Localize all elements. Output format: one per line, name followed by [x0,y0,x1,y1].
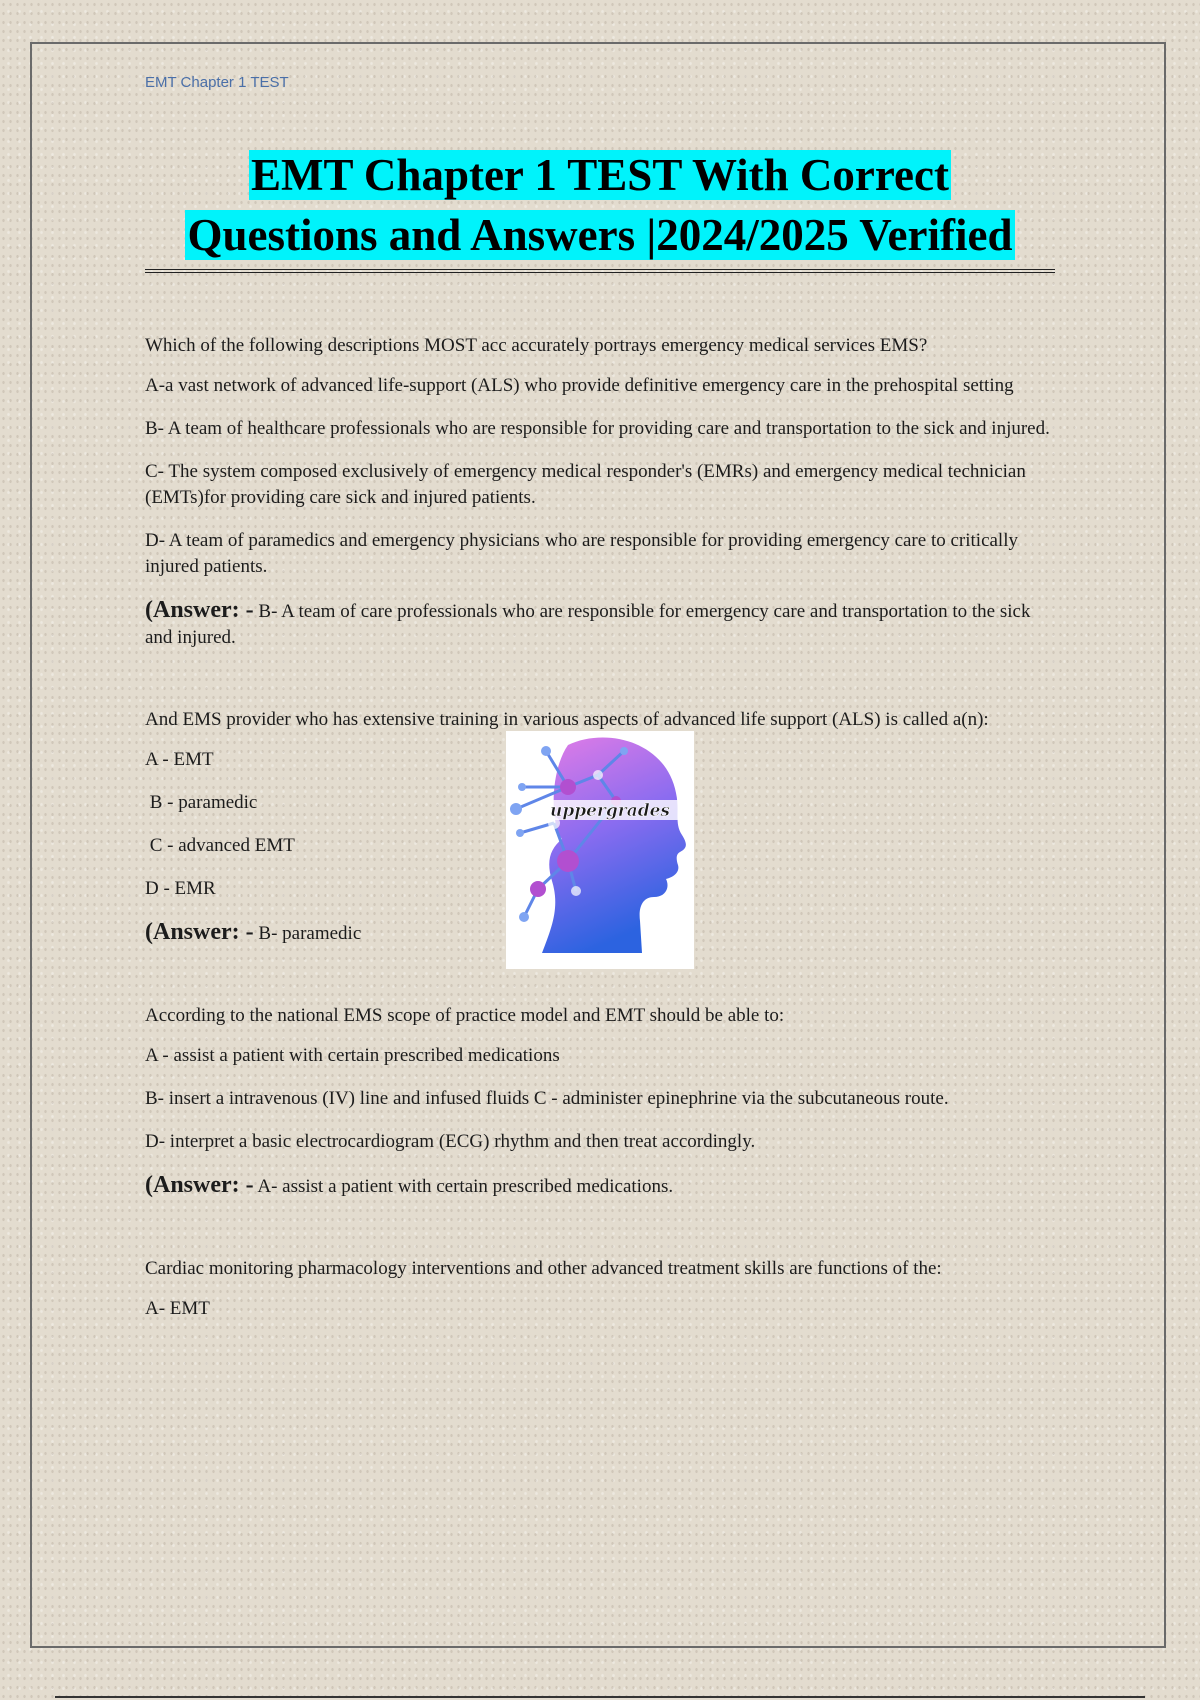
option-a: A-a vast network of advanced life-support (ALS) who provide definitive emergency care in the prehospital setting [145,375,1014,396]
option-d: D- interpret a basic electrocardiogram (ECG) rhythm and then treat accordingly. [145,1131,756,1152]
brain-network-head-icon [506,731,694,969]
option-b-c: B- insert a intravenous (IV) line and infused fluids C - administer epinephrine via the subcutaneous route. [145,1088,949,1109]
question-text: According to the national EMS scope of practice model and EMT should be able to: [145,1005,785,1026]
option-b: B- A team of healthcare professionals who are responsible for providing care and transportation to the sick and injured. [145,418,1050,439]
option-d: D - EMR [145,878,216,899]
answer-label: (Answer: - [145,1172,254,1198]
title-line-1: EMT Chapter 1 TEST With Correct [250,150,949,200]
option-a: A - EMT [145,749,214,770]
uppergrades-logo [506,731,694,969]
option-a: A- EMT [145,1298,210,1319]
answer-label: (Answer: - [145,919,254,945]
answer-text: B- paramedic [258,923,362,944]
title-line-2: Questions and Answers |2024/2025 Verified [187,210,1013,260]
running-header: EMT Chapter 1 TEST [145,74,289,91]
option-c: C- The system composed exclusively of emergency medical responder's (EMRs) and emergency medical technician (EMTs)for providing care sick and injured patients. [145,461,1026,508]
question-4 [145,1256,1050,1322]
document-title [145,145,1055,273]
question-text: Which of the following descriptions MOST acc accurately portrays emergency medical services EMS? [145,335,928,356]
answer-label: (Answer: - [145,597,254,623]
question-3 [145,1003,1050,1200]
option-a: A - assist a patient with certain prescribed medications [145,1045,560,1066]
svg-text:uppergrades: uppergrades [549,801,671,821]
question-text: Cardiac monitoring pharmacology interventions and other advanced treatment skills are functions of the: [145,1258,942,1279]
answer [145,597,1050,651]
option-d: D- A team of paramedics and emergency physicians who are responsible for providing emergency care to critically injured patients. [145,530,1018,577]
option-c: C - advanced EMT [145,835,295,856]
question-text: And EMS provider who has extensive training in various aspects of advanced life support (ALS) is called a(n): [145,709,989,730]
answer [145,1172,1050,1200]
page-bottom-rule [55,1696,1145,1698]
answer-text: A- assist a patient with certain prescribed medications. [257,1176,674,1197]
question-1 [145,333,1050,651]
option-b: B - paramedic [145,792,258,813]
answer-text: B- A team of care professionals who are responsible for emergency care and transportation to the sick and injured. [145,601,1031,648]
